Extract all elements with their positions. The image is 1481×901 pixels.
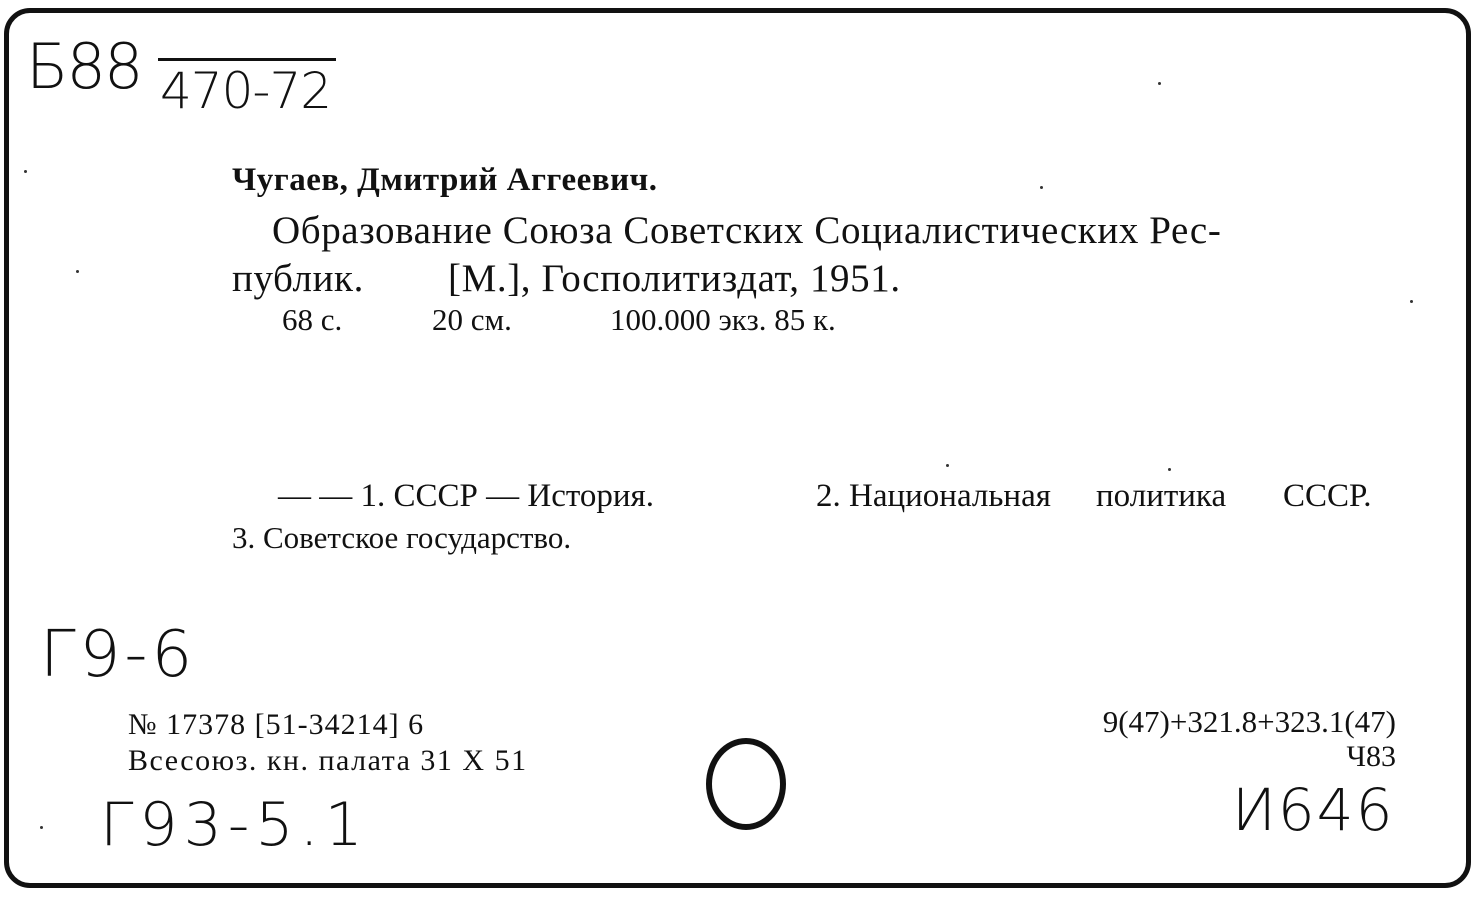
scan-speck: [1410, 300, 1413, 303]
record-number: № 17378 [51-34214] 6: [128, 708, 425, 741]
handwritten-shelf-code: Г9-6: [40, 618, 197, 692]
page-count: 68 с.: [282, 302, 343, 337]
scan-speck: [1168, 468, 1171, 471]
scan-speck: [1158, 82, 1161, 85]
punch-hole-circle: [706, 738, 786, 830]
handwritten-call-number: Б88: [26, 30, 142, 103]
handwritten-location-code: Г93-5.1: [100, 790, 369, 860]
subject-1: — — 1. СССР — История.: [278, 478, 654, 514]
author-mark: Ч83: [1346, 740, 1396, 773]
publication-info: [М.], Госполитиздат, 1951.: [448, 257, 901, 300]
title-line-1: Образование Союза Советских Социалистических Рес-: [272, 209, 1222, 252]
subject-tracings-line-2: 3. Советское государство.: [232, 520, 572, 555]
book-chamber-date: Всесоюз. кн. палата 31 X 51: [128, 744, 528, 777]
handwritten-inventory-code: И646: [1232, 776, 1395, 844]
scan-speck: [24, 170, 27, 173]
copies-and-price: 100.000 экз. 85 к.: [610, 302, 836, 337]
subject-2: 2. Национальная: [816, 478, 1051, 514]
scan-speck: [76, 270, 79, 273]
scan-speck: [40, 826, 43, 829]
inventory-overline: [158, 58, 336, 61]
handwritten-inventory-number: 470-72: [160, 62, 332, 120]
title-line-2: [232, 256, 901, 301]
book-size: 20 см.: [432, 302, 512, 337]
author-heading: Чугаев, Дмитрий Аггеевич.: [232, 162, 658, 198]
classification-index: 9(47)+321.8+323.1(47): [1102, 704, 1396, 739]
subject-2-end: СССР.: [1283, 478, 1372, 514]
scan-speck: [1040, 186, 1043, 189]
subject-2-cont: политика: [1096, 478, 1227, 514]
title-continuation: публик.: [232, 257, 364, 300]
scan-speck: [946, 464, 949, 467]
